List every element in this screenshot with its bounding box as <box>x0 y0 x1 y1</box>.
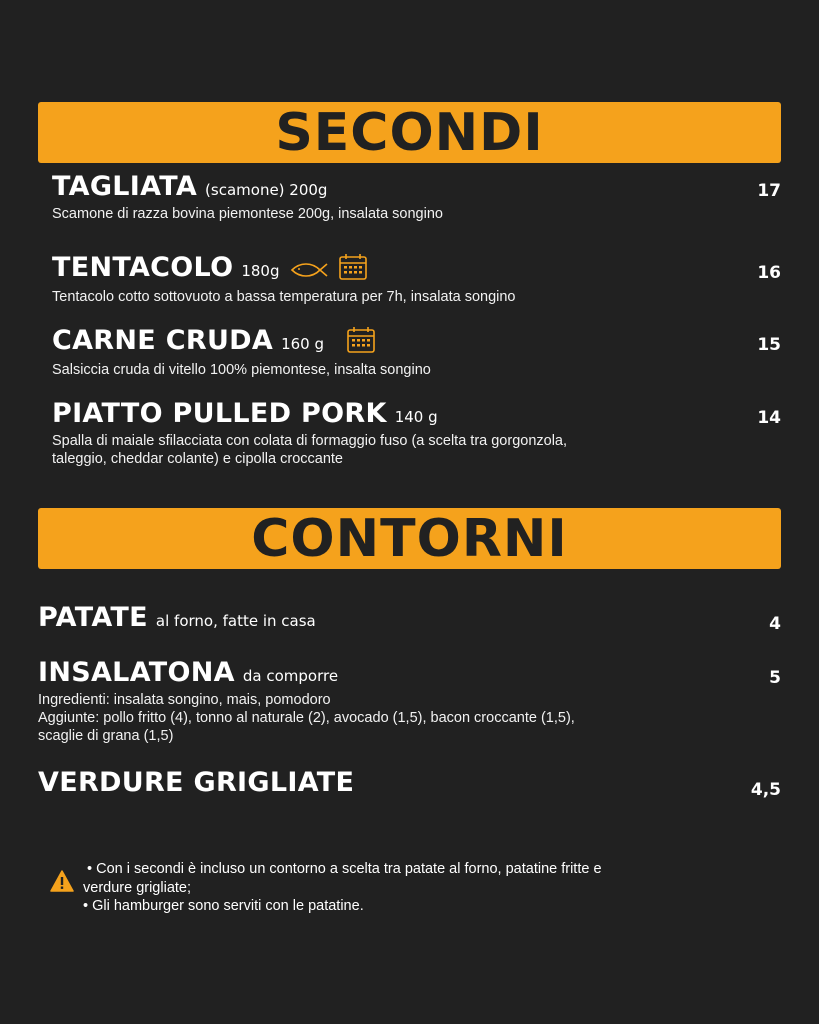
item-price: 16 <box>757 263 781 283</box>
fish-icon <box>290 256 328 286</box>
note-line: • Gli hamburger sono serviti con le patatine. <box>83 898 364 914</box>
item-name: TAGLIATA <box>52 171 198 202</box>
item-detail: 160 g <box>281 335 325 353</box>
menu-item-pulled-pork <box>52 399 567 468</box>
item-price: 15 <box>757 335 781 355</box>
note-line: verdure grigliate; <box>83 879 191 896</box>
menu-item-insalatona <box>38 658 575 745</box>
warning-icon <box>50 870 74 897</box>
menu-item-carne-cruda <box>52 326 431 379</box>
item-description-line: Ingredienti: insalata songino, mais, pomodoro <box>38 692 331 708</box>
item-detail: 180g <box>241 262 280 280</box>
item-name: PATATE <box>38 602 148 633</box>
item-description: Salsiccia cruda di vitello 100% piemontese, insalta songino <box>52 362 431 378</box>
item-description: Scamone di razza bovina piemontese 200g, insalata songino <box>52 206 443 222</box>
secondi-title: SECONDI <box>275 102 544 163</box>
item-description-line: scaglie di grana (1,5) <box>38 728 174 744</box>
item-price: 4 <box>769 614 781 634</box>
contorni-banner <box>38 508 781 569</box>
item-name: INSALATONA <box>38 657 235 688</box>
item-description: Tentacolo cotto sottovuoto a bassa temperatura per 7h, insalata songino <box>52 289 516 305</box>
item-name: CARNE CRUDA <box>52 325 274 356</box>
item-detail: (scamone) 200g <box>205 181 328 199</box>
item-price: 17 <box>757 181 781 201</box>
menu-item-tagliata <box>52 172 443 223</box>
item-name: PIATTO PULLED PORK <box>52 398 387 429</box>
contorni-title: CONTORNI <box>251 508 568 569</box>
item-name: VERDURE GRIGLIATE <box>38 767 355 798</box>
note-line: • Con i secondi è incluso un contorno a scelta tra patate al forno, patatine fritte e <box>83 861 602 877</box>
menu-item-verdure-grigliate <box>38 768 354 798</box>
item-price: 14 <box>757 408 781 428</box>
menu-item-tentacolo <box>52 253 516 306</box>
item-detail: 140 g <box>394 408 438 426</box>
item-price: 4,5 <box>750 780 781 800</box>
item-name: TENTACOLO <box>52 252 234 283</box>
item-price: 5 <box>769 668 781 688</box>
calendar-icon <box>338 253 368 288</box>
item-detail: da comporre <box>242 667 339 685</box>
calendar-icon <box>346 326 376 361</box>
item-description-line: Aggiunte: pollo fritto (4), tonno al naturale (2), avocado (1,5), bacon croccante (1,5), <box>38 710 575 726</box>
item-description-line: Spalla di maiale sfilacciata con colata di formaggio fuso (a scelta tra gorgonzola, <box>52 433 568 449</box>
menu-item-patate <box>38 603 316 636</box>
item-description-line: taleggio, cheddar colante) e cipolla croccante <box>52 451 343 467</box>
item-detail: al forno, fatte in casa <box>155 612 316 630</box>
secondi-banner <box>38 102 781 163</box>
